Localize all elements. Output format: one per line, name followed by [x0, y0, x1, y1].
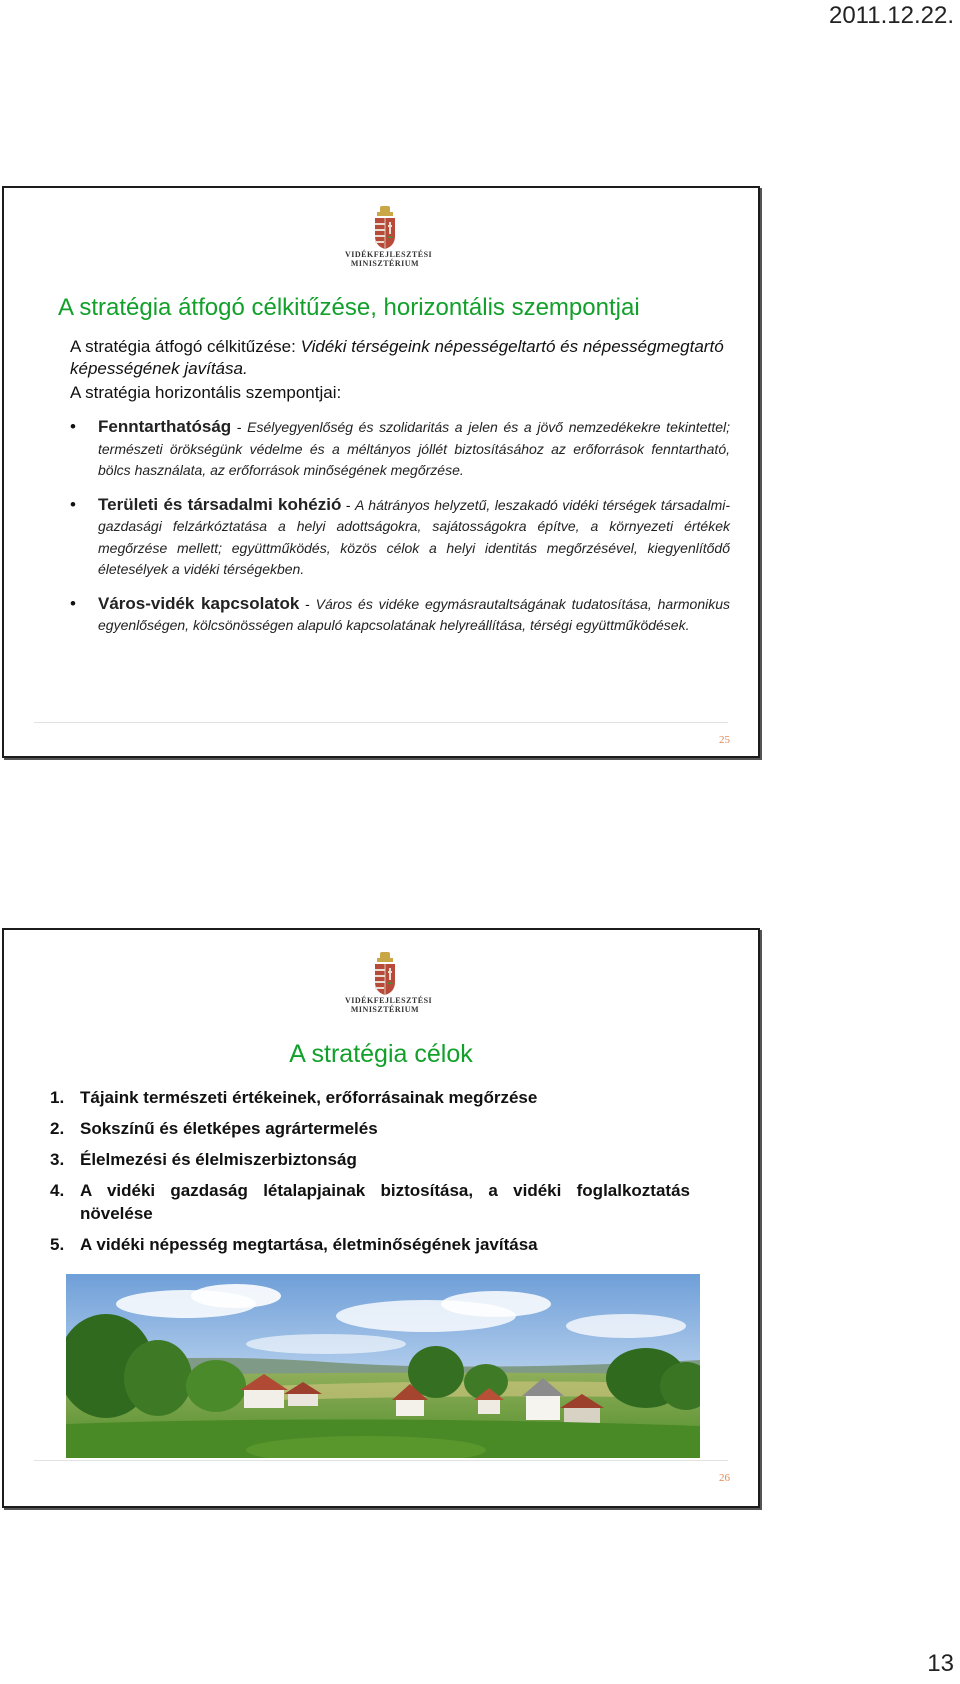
slide-25 [2, 186, 760, 758]
footer-divider [34, 722, 728, 723]
bullet-separator: - [231, 419, 248, 435]
logo-line-2: MINISZTÉRIUM [350, 1005, 420, 1014]
slide-title: A stratégia átfogó célkitűzése, horizontális szempontjai [58, 294, 640, 321]
goal-number: 2. [50, 1119, 65, 1138]
landscape-illustration [66, 1274, 700, 1458]
slide-body [70, 336, 730, 649]
overall-goal-label: A stratégia átfogó célkitűzése: [70, 337, 296, 356]
goal-number: 1. [50, 1088, 65, 1107]
coat-of-arms-icon [371, 206, 399, 250]
list-item [70, 593, 730, 637]
horizontal-aspects-heading: A stratégia horizontális szempontjai: [70, 383, 342, 402]
goal-text: Élelmezési és élelmiszerbiztonság [80, 1150, 357, 1169]
bullet-separator: - [299, 595, 316, 612]
list-item [50, 1086, 690, 1109]
horizontal-aspects-list [70, 416, 730, 637]
bullet-heading: Területi és társadalmi kohézió [98, 494, 342, 514]
goal-number: 5. [50, 1235, 65, 1254]
footer-divider [34, 1460, 728, 1461]
logo-line-1: VIDÉKFEJLESZTÉSI [345, 996, 433, 1005]
list-item [50, 1148, 690, 1171]
list-item [50, 1117, 690, 1140]
list-item [70, 416, 730, 482]
logo-line-1: VIDÉKFEJLESZTÉSI [345, 250, 433, 259]
list-item [70, 494, 730, 581]
ministry-logo [345, 952, 433, 1018]
page-number: 13 [927, 1650, 954, 1677]
slide-number: 25 [719, 734, 730, 746]
goal-number: 4. [50, 1181, 65, 1200]
coat-of-arms-icon [371, 952, 399, 996]
bullet-heading: Fenntarthatóság [98, 417, 232, 436]
bullet-text: Város és vidéke egymásrautaltságának tudatosítása, harmonikus egyenlőségen, kölcsönösségen alapuló kapcsolatának helyreállítása, térségi együttműködések. [98, 595, 730, 633]
goal-number: 3. [50, 1150, 65, 1169]
overall-goal [70, 336, 730, 380]
goal-text: Sokszínű és életképes agrártermelés [80, 1119, 378, 1138]
bullet-text: A hátrányos helyzetű, leszakadó vidéki térségek társadalmi-gazdasági felzárkóztatása a helyi adottságokra, sajátosságokra építve, a környezeti értékek megőrzése mellett; együttműködés, közös célok a helyi identitás megőrzésével, kiegyenlítődő életesélyek a vidéki térségekben. [98, 496, 730, 577]
list-item [50, 1233, 690, 1256]
goal-text: A vidéki gazdaság létalapjainak biztosítása, a vidéki foglalkoztatás növelése [80, 1181, 690, 1223]
list-item [50, 1179, 690, 1225]
rural-landscape-photo [66, 1274, 700, 1458]
bullet-text: Esélyegyenlőség és szolidaritás a jelen és a jövő nemzedékekre tekintettel; természeti örökségünk védelme és a méltányos jóllét biztosításához az erőforrások fenntartható, bölcs használata, az erőforrások minőségének megőrzése. [98, 419, 730, 478]
goal-text: A vidéki népesség megtartása, életminőségének javítása [80, 1235, 538, 1254]
page-date: 2011.12.22. [828, 2, 954, 29]
slide-26 [2, 928, 760, 1508]
logo-line-2: MINISZTÉRIUM [350, 259, 420, 268]
bullet-heading: Város-vidék kapcsolatok [98, 593, 300, 613]
bullet-separator: - [341, 496, 355, 513]
slide-number: 26 [719, 1472, 730, 1484]
goal-text: Tájaink természeti értékeinek, erőforrásainak megőrzése [80, 1088, 538, 1107]
slide-title: A stratégia célok [289, 1040, 473, 1068]
ministry-logo [345, 206, 433, 272]
goals-list [50, 1086, 690, 1264]
overall-goal-text: Vidéki térségeink népességeltartó és népességmegtartó képességének javítása. [70, 337, 724, 378]
